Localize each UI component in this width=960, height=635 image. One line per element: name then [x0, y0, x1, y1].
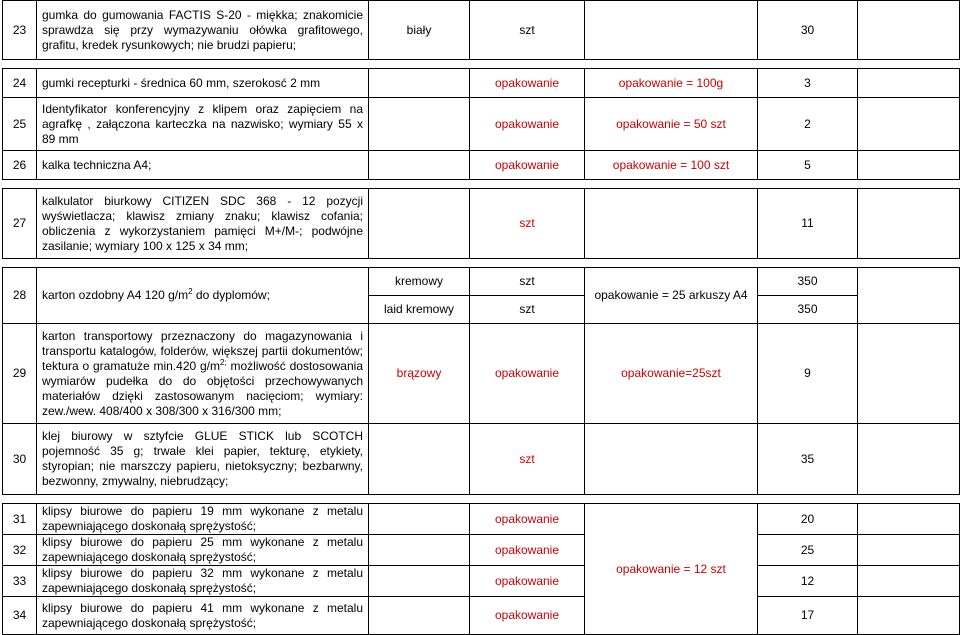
row-number: 26	[3, 151, 37, 180]
row-price	[858, 189, 960, 259]
row-pack	[585, 189, 758, 259]
row-color	[369, 189, 470, 259]
row-color	[369, 566, 470, 597]
row-price	[858, 268, 960, 324]
row-pack: opakowanie = 100 szt	[585, 151, 758, 180]
row-unit: opakowanie	[470, 504, 585, 535]
row-description	[37, 268, 369, 324]
table-separator	[3, 259, 960, 268]
row-qty: 35	[758, 424, 858, 495]
description-text: możliwość dostosowania wymiarów pudełka do do objętości przechowywanych materiałów dzięki zastosowanym nacięciom; wymiary: zew./wew. 408/400 x 308/300 x 316/300 mm;	[42, 358, 363, 418]
row-unit: szt	[470, 1, 585, 60]
row-pack: opakowanie = 12 szt	[585, 504, 758, 635]
row-pack: opakowanie=25szt	[585, 324, 758, 424]
row-pack: opakowanie = 25 arkuszy A4	[585, 268, 758, 324]
description-text: karton ozdobny A4 120 g/m	[42, 288, 189, 302]
table-separator	[3, 495, 960, 504]
table-row	[3, 1, 960, 60]
row-unit: szt	[470, 189, 585, 259]
row-price	[858, 535, 960, 566]
superscript: 2	[188, 287, 193, 296]
row-number: 29	[3, 324, 37, 424]
row-description: kalkulator biurkowy CITIZEN SDC 368 - 12 pozycji wyświetlacza; klawisz zmiany znaku; klawisz cofania; obliczenia z wykorzystaniem pamięci M+/M-; podwójne zasilanie; wymiary 100 x 125 x 34 mm;	[37, 189, 369, 259]
row-color	[369, 98, 470, 151]
row-color	[369, 535, 470, 566]
row-color: biały	[369, 1, 470, 60]
row-description: kalka techniczna A4;	[37, 151, 369, 180]
row-qty: 5	[758, 151, 858, 180]
row-qty: 2	[758, 98, 858, 151]
row-pack: opakowanie = 100g	[585, 69, 758, 98]
row-price	[858, 69, 960, 98]
row-unit: opakowanie	[470, 597, 585, 635]
row-color	[369, 69, 470, 98]
row-qty: 30	[758, 1, 858, 60]
row-description	[37, 324, 369, 424]
row-price	[858, 1, 960, 60]
row-qty: 3	[758, 69, 858, 98]
row-description: klej biurowy w sztyfcie GLUE STICK lub SCOTCH pojemność 35 g; trwale klei papier, tekturę, etykiety, styropian; nie marszczy papieru, nietoksyczny; bezbarwny, bezwonny, zmywalny, niebrudzący;	[37, 424, 369, 495]
row-number: 32	[3, 535, 37, 566]
product-table	[2, 0, 960, 635]
table-row	[3, 151, 960, 180]
row-unit: opakowanie	[470, 535, 585, 566]
row-color: laid kremowy	[369, 296, 470, 324]
row-number: 33	[3, 566, 37, 597]
table-separator	[3, 180, 960, 189]
row-price	[858, 324, 960, 424]
row-price	[858, 597, 960, 635]
row-description: gumki recepturki - średnica 60 mm, szerokosć 2 mm	[37, 69, 369, 98]
row-description: klipsy biurowe do papieru 32 mm wykonane z metalu zapewniającego doskonałą sprężystość;	[37, 566, 369, 597]
row-description: klipsy biurowe do papieru 19 mm wykonane z metalu zapewniającego doskonałą sprężystość;	[37, 504, 369, 535]
table-row	[3, 424, 960, 495]
row-unit: opakowanie	[470, 69, 585, 98]
row-number: 28	[3, 268, 37, 324]
row-color	[369, 597, 470, 635]
row-color	[369, 151, 470, 180]
row-qty: 9	[758, 324, 858, 424]
row-qty: 11	[758, 189, 858, 259]
table-row	[3, 324, 960, 424]
row-description: gumka do gumowania FACTIS S-20 - miękka; znakomicie sprawdza się przy wymazywaniu ołówka grafitowego, grafitu, kredek rysunkowych; nie brudzi papieru;	[37, 1, 369, 60]
description-text: karton transportowy przeznaczony do magazynowania i transportu katalogów, folderów, większej partii dokumentów; tektura o gramatuże min.420 g/m	[42, 328, 363, 373]
row-unit: szt	[470, 268, 585, 296]
table-row	[3, 535, 960, 566]
row-color	[369, 424, 470, 495]
description-text: do dyplomów;	[192, 288, 270, 302]
row-qty: 25	[758, 535, 858, 566]
row-number: 34	[3, 597, 37, 635]
row-price	[858, 566, 960, 597]
row-description: klipsy biurowe do papieru 41 mm wykonane z metalu zapewniającego doskonałą sprężystość;	[37, 597, 369, 635]
row-qty: 350	[758, 296, 858, 324]
row-price	[858, 504, 960, 535]
row-price	[858, 98, 960, 151]
row-unit: opakowanie	[470, 98, 585, 151]
row-number: 31	[3, 504, 37, 535]
row-number: 30	[3, 424, 37, 495]
row-number: 25	[3, 98, 37, 151]
table-row	[3, 566, 960, 597]
row-pack: opakowanie = 50 szt	[585, 98, 758, 151]
row-unit: opakowanie	[470, 566, 585, 597]
row-description: Identyfikator konferencyjny z klipem oraz zapięciem na agrafkę , załączona karteczka na nazwisko; wymiary 55 x 89 mm	[37, 98, 369, 151]
row-unit: szt	[470, 424, 585, 495]
row-qty: 17	[758, 597, 858, 635]
table-separator	[3, 60, 960, 69]
table-row	[3, 98, 960, 151]
row-unit: opakowanie	[470, 324, 585, 424]
table-row	[3, 189, 960, 259]
superscript: 2;	[219, 357, 227, 367]
row-pack	[585, 424, 758, 495]
row-color	[369, 504, 470, 535]
row-qty: 12	[758, 566, 858, 597]
row-number: 23	[3, 1, 37, 60]
row-qty: 350	[758, 268, 858, 296]
table-row	[3, 268, 960, 296]
row-unit: opakowanie	[470, 151, 585, 180]
row-number: 27	[3, 189, 37, 259]
row-color: kremowy	[369, 268, 470, 296]
table-row	[3, 69, 960, 98]
row-color: brązowy	[369, 324, 470, 424]
row-description: klipsy biurowe do papieru 25 mm wykonane z metalu zapewniającego doskonałą sprężystość;	[37, 535, 369, 566]
row-unit: szt	[470, 296, 585, 324]
row-qty: 20	[758, 504, 858, 535]
row-pack	[585, 1, 758, 60]
table-row	[3, 504, 960, 535]
row-number: 24	[3, 69, 37, 98]
row-price	[858, 424, 960, 495]
row-price	[858, 151, 960, 180]
table-row	[3, 597, 960, 635]
